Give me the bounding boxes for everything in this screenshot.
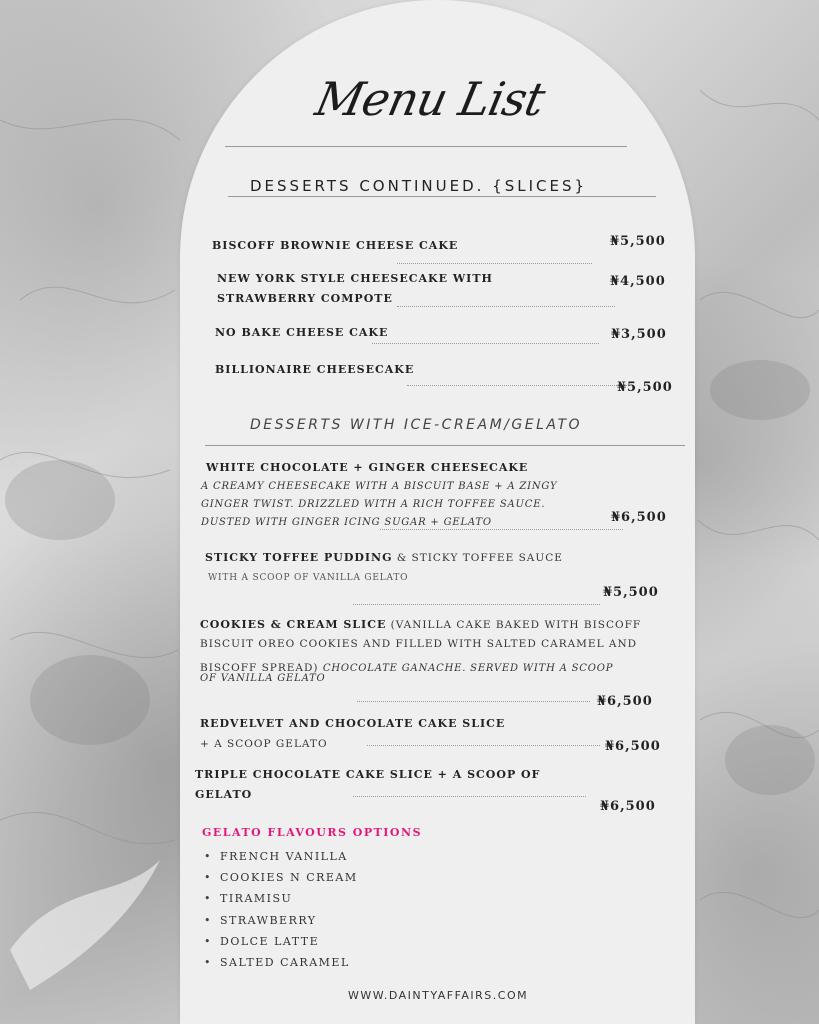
menu-item-price: ₦5,500 [603,585,659,600]
price-leader [353,796,586,797]
title-divider [225,146,627,147]
menu-item-description: OF VANILLA GELATO [200,673,326,684]
menu-item-name-bold: STICKY TOFFEE PUDDING [205,551,393,564]
menu-item-name: STRAWBERRY COMPOTE [217,292,393,305]
price-leader [407,385,629,386]
menu-item-name: NO BAKE CHEESE CAKE [215,326,389,339]
section-divider [228,196,656,197]
menu-item-name: BILLIONAIRE CHEESECAKE [215,363,415,376]
price-leader [357,701,590,702]
website-footer: WWW.DAINTYAFFAIRS.COM [348,989,529,1002]
menu-item-subtext: + A SCOOP GELATO [200,738,328,750]
price-leader [372,343,599,344]
menu-item-name: TRIPLE CHOCOLATE CAKE SLICE + A SCOOP OF [195,768,541,781]
menu-item-description-italic: CHOCOLATE GANACHE. SERVED WITH A SCOOP [322,663,614,674]
menu-item-subtext: WITH A SCOOP OF VANILLA GELATO [208,573,409,583]
menu-item-name: WHITE CHOCOLATE + GINGER CHEESECAKE [206,461,529,474]
menu-item-name-rest: & STICKY TOFFEE SAUCE [392,552,563,564]
price-leader [367,745,600,746]
price-leader [397,263,592,264]
price-leader [353,604,600,605]
menu-item-description: (VANILLA CAKE BAKED WITH BISCOFF [386,619,642,631]
section-heading-gelato: DESSERTS WITH ICE-CREAM/GELATO [250,417,583,433]
menu-item-price: ₦6,500 [600,799,656,814]
menu-item-price: ₦4,500 [610,274,666,289]
menu-item-price: ₦6,500 [605,739,661,754]
list-item: • STRAWBERRY [204,910,358,931]
menu-item-name: NEW YORK STYLE CHEESECAKE WITH [217,272,493,285]
menu-item-price: ₦6,500 [611,510,667,525]
list-item: • COOKIES N CREAM [204,867,358,888]
price-leader [397,306,615,307]
menu-item-name-bold: COOKIES & CREAM SLICE [200,618,387,631]
menu-item-description: A CREAMY CHEESECAKE WITH A BISCUIT BASE + A ZINGY [201,481,558,492]
list-item: • DOLCE LATTE [204,931,358,952]
price-leader [380,529,623,530]
list-item: • FRENCH VANILLA [204,846,358,867]
menu-item-description: GINGER TWIST. DRIZZLED WITH A RICH TOFFEE SAUCE. [201,499,546,510]
menu-item-name [200,615,641,635]
menu-item-price: ₦6,500 [597,694,653,709]
menu-item-name: GELATO [195,788,253,801]
gelato-options-list [204,846,358,973]
list-item: • TIRAMISU [204,888,358,909]
menu-item-description-plain: BISCOFF SPREAD) [200,662,323,674]
menu-item-name: REDVELVET AND CHOCOLATE CAKE SLICE [200,717,506,730]
menu-item-description: BISCUIT OREO COOKIES AND FILLED WITH SALTED CARAMEL AND [200,638,638,650]
gelato-options-heading: GELATO FLAVOURS OPTIONS [202,826,423,839]
menu-item-price: ₦5,500 [617,380,673,395]
menu-item-price: ₦3,500 [611,327,667,342]
list-item: • SALTED CARAMEL [204,952,358,973]
menu-item-description: DUSTED WITH GINGER ICING SUGAR + GELATO [201,517,492,528]
section-heading-slices: DESSERTS CONTINUED. {SLICES} [250,177,588,195]
menu-item-name: BISCOFF BROWNIE CHEESE CAKE [212,239,459,252]
page-title: Menu List [310,72,550,126]
section-divider [205,445,685,446]
menu-item-price: ₦5,500 [610,234,666,249]
menu-item-name [205,548,563,568]
